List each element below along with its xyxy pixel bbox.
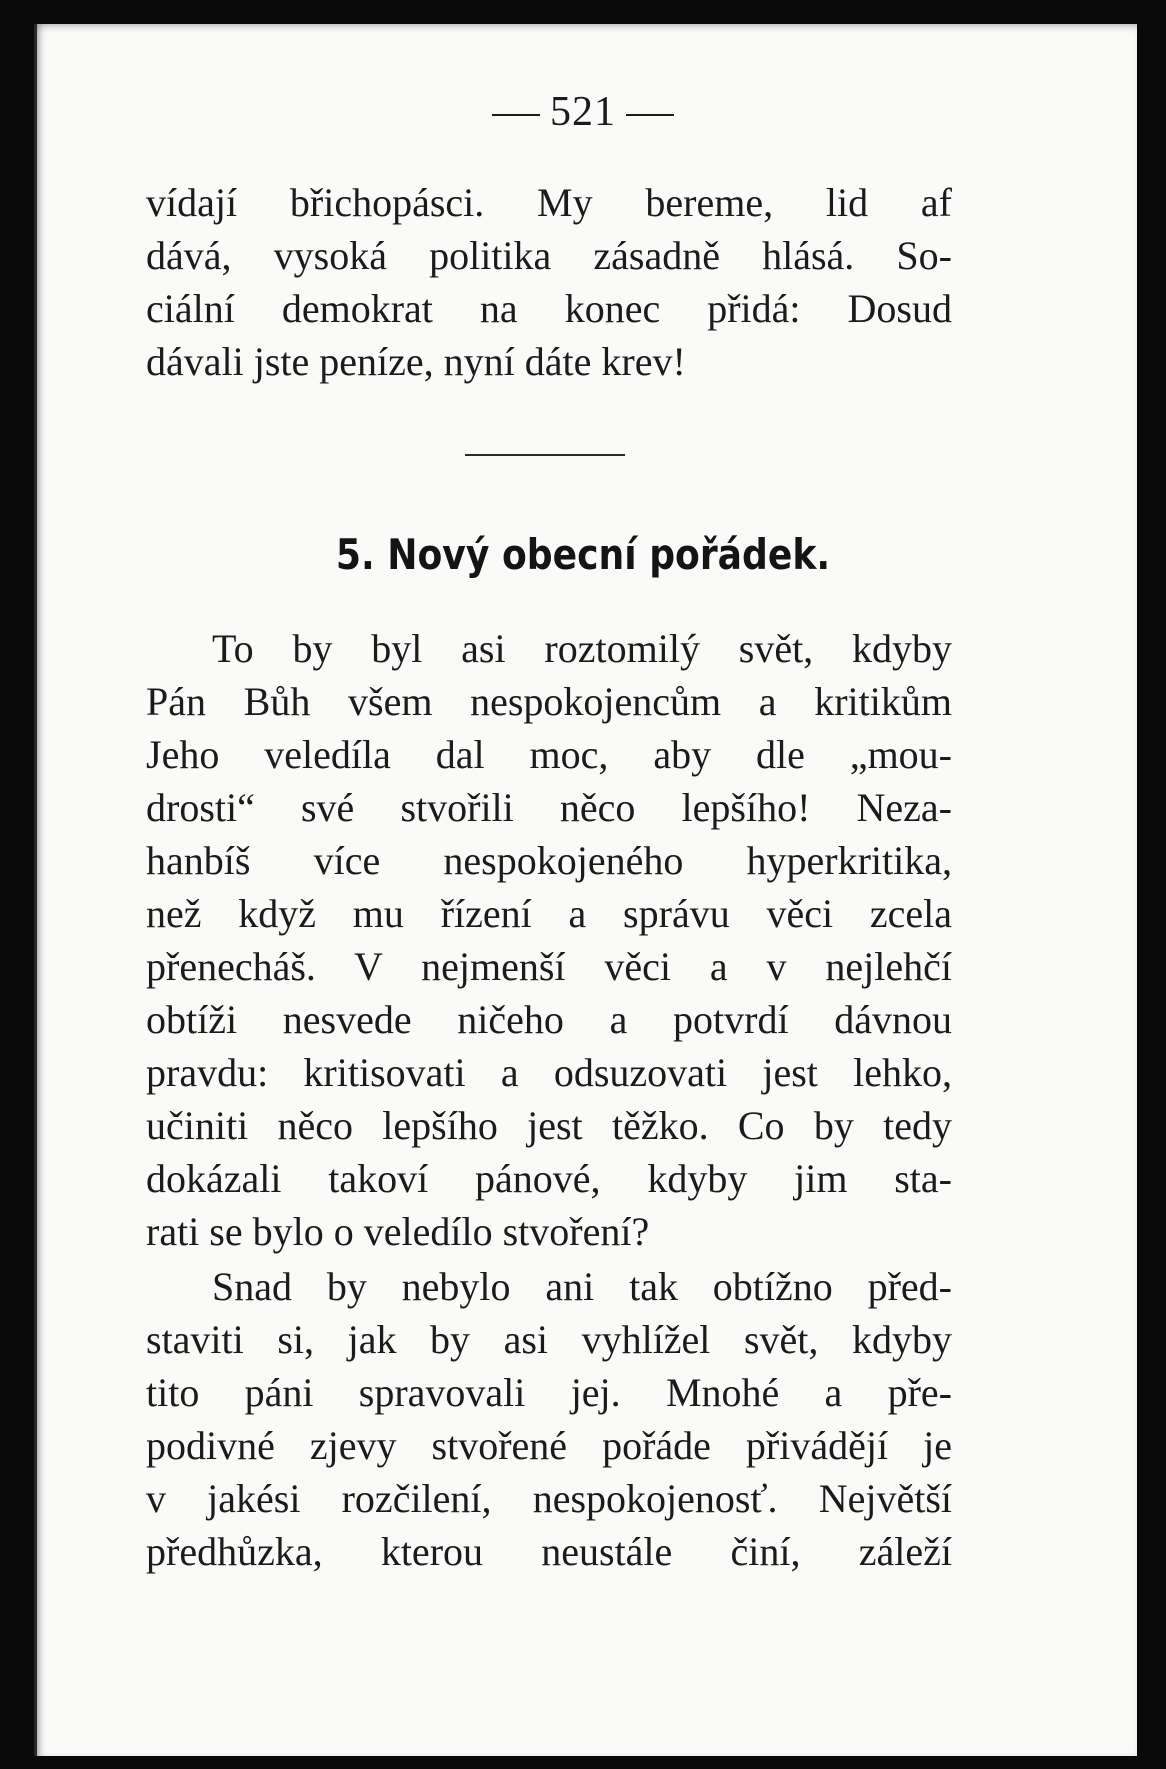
- section-divider: [465, 454, 625, 456]
- text-line: pravdu: kritisovati a odsuzovati jest lehko,: [146, 1050, 952, 1095]
- text-line: učiniti něco lepšího jest těžko. Co by tedy: [146, 1103, 952, 1148]
- text-line: obtíži nesvede ničeho a potvrdí dávnou: [146, 997, 952, 1042]
- text-line: dávali jste peníze, nyní dáte krev!: [146, 339, 686, 384]
- text-line: drosti“ své stvořili něco lepšího! Neza-: [146, 785, 952, 830]
- text-line: hanbíš více nespokojeného hyperkritika,: [146, 838, 952, 883]
- text-line: Snad by nebylo ani tak obtížno před-: [212, 1264, 952, 1309]
- text-line: tito páni spravovali jej. Mnohé a pře-: [146, 1370, 952, 1415]
- text-line: podivné zjevy stvořené pořáde přivádějí je: [146, 1423, 952, 1468]
- text-line: ciální demokrat na konec přidá: Dosud: [146, 286, 952, 331]
- page-number-header: [0, 88, 1166, 136]
- text-line: předhůzka, kterou neustále činí, záleží: [146, 1529, 952, 1574]
- section-heading: 5. Nový obecní pořádek.: [335, 530, 831, 579]
- page-number: 521: [550, 89, 616, 135]
- text-line: To by byl asi roztomilý svět, kdyby: [212, 626, 952, 671]
- paragraph-2-text: [146, 1260, 952, 1578]
- intro-paragraph: [146, 176, 952, 388]
- text-line: rati se bylo o veledílo stvoření?: [146, 1209, 650, 1254]
- paragraph-2: [146, 1260, 952, 1578]
- text-line: Pán Bůh všem nespokojencům a kritikům: [146, 679, 952, 724]
- intro-text: [146, 176, 952, 388]
- paragraph-1-text: [146, 622, 952, 1258]
- text-line: dává, vysoká politika zásadně hlásá. So-: [146, 233, 952, 278]
- header-dash-left: [492, 114, 540, 116]
- header-dash-right: [626, 114, 674, 116]
- text-line: vídají břichopásci. My bereme, lid af: [146, 180, 952, 225]
- text-line: staviti si, jak by asi vyhlížel svět, kdyby: [146, 1317, 952, 1362]
- text-line: dokázali takoví pánové, kdyby jim sta-: [146, 1156, 952, 1201]
- paragraph-1: [146, 622, 952, 1258]
- text-line: Jeho veledíla dal moc, aby dle „mou-: [146, 732, 952, 777]
- text-line: v jakési rozčilení, nespokojenosť. Největší: [146, 1476, 952, 1521]
- text-line: než když mu řízení a správu věci zcela: [146, 891, 952, 936]
- text-line: přenecháš. V nejmenší věci a v nejlehčí: [146, 944, 952, 989]
